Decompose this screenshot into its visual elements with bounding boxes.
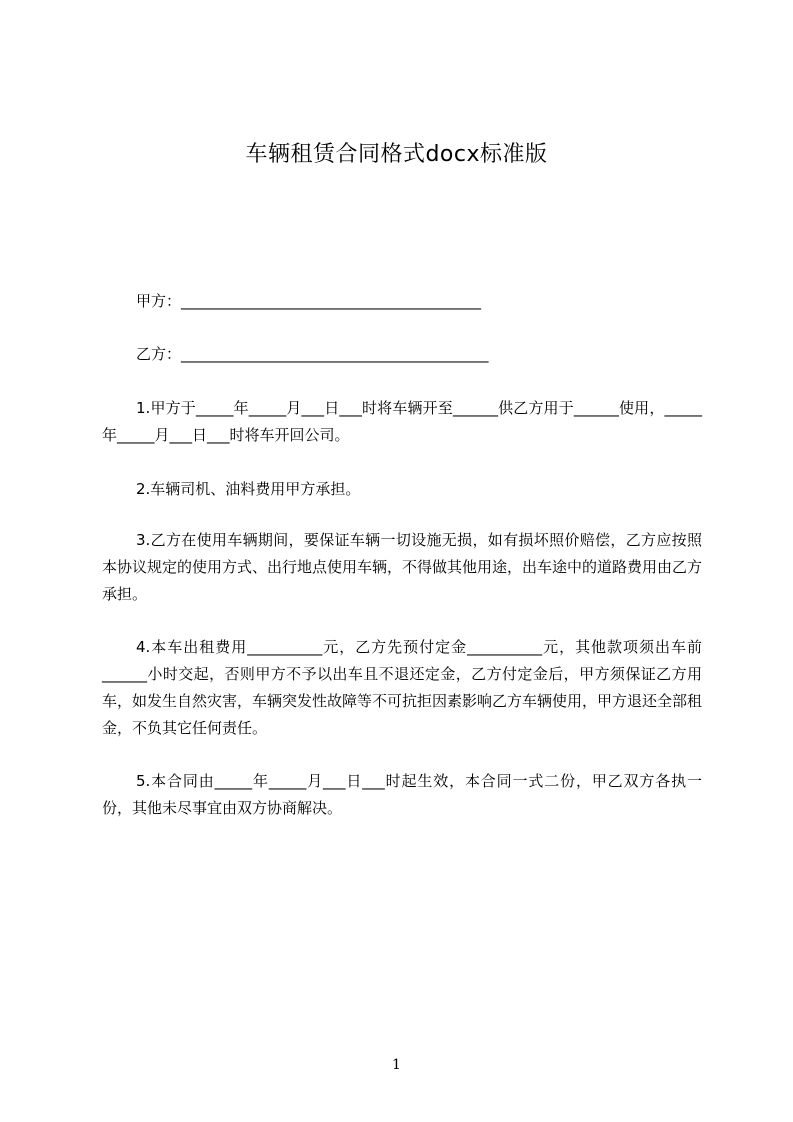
document-title: 车辆租赁合同格式docx标准版 [245,142,548,167]
clause-1 [102,395,702,449]
clause-3 [102,527,702,608]
clause-5-text: 5.本合同由_____年_____月___日___时起生效，本合同一式二份，甲乙双方各执一份，其他未尽事宜由双方协商解决。 [102,772,702,817]
clause-2 [102,476,702,503]
party-b-line: 乙方：_________________________________________ [136,345,489,363]
clause-4 [102,634,702,742]
clause-1-text: 1.甲方于_____年_____月___日___时将车辆开至______供乙方用于______使用，_____年_____月___日___时将车开回公司。 [102,399,702,444]
page-number: 1 [392,1057,401,1073]
clause-3-text: 3.乙方在使用车辆期间，要保证车辆一切设施无损，如有损坏照价赔偿，乙方应按照本协议规定的使用方式、出行地点使用车辆，不得做其他用途，出车途中的道路费用由乙方承担。 [102,531,703,603]
party-a-line: 甲方：________________________________________ [136,292,482,310]
clause-5 [102,768,702,822]
clause-2-text: 2.车辆司机、油料费用甲方承担。 [136,480,361,498]
clause-4-text: 4.本车出租费用__________元，乙方先预付定金__________元，其他款项须出车前______小时交起，否则甲方不予以出车且不退还定金，乙方付定金后，甲方须保证乙方用车，如发生自然灾害，车辆突发性故障等不可抗拒因素影响乙方车辆使用，甲方退还全部租金，不负其它任何责任。 [102,638,703,737]
